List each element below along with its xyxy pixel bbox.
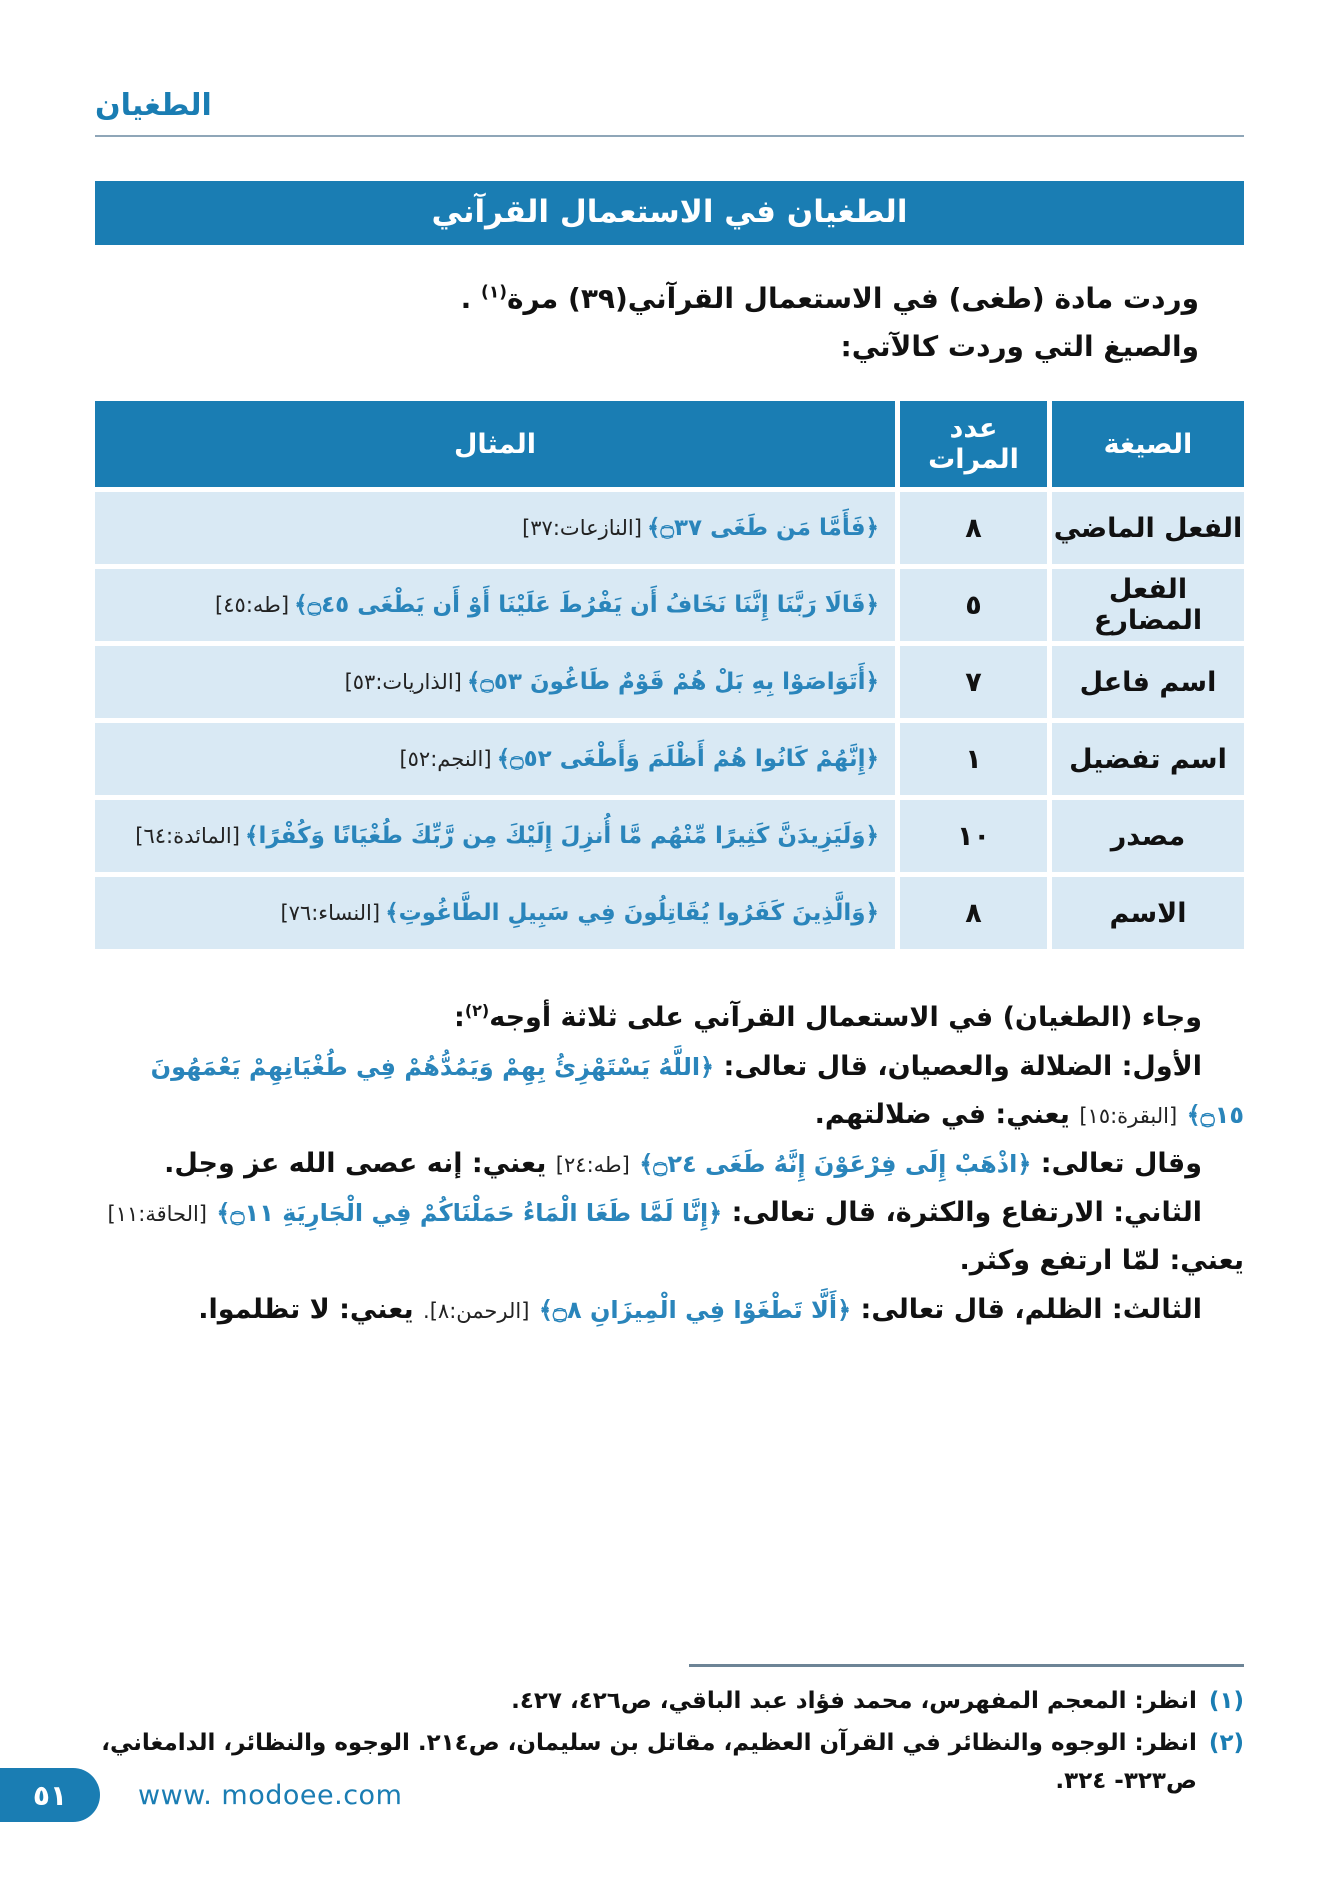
count-cell: ٨ <box>900 492 1047 564</box>
table-row <box>95 646 1244 718</box>
example-cell <box>95 723 895 795</box>
intro-line1-end: . <box>460 282 482 315</box>
usage-item <box>95 1286 1244 1335</box>
usage-label: وقال تعالى: <box>1031 1147 1202 1179</box>
form-cell: الاسم <box>1052 877 1244 949</box>
form-cell: الفعل الماضي <box>1052 492 1244 564</box>
usage-tail: يعني: إنه عصى الله عز وجل. <box>164 1147 556 1179</box>
quran-verse: ﴿قَالَا رَبَّنَا إِنَّنَا نَخَافُ أَن يَفْرُطَ عَلَيْنَا أَوْ أَن يَطْغَى ۝٤٥﴾ <box>294 591 879 618</box>
count-cell: ٧ <box>900 646 1047 718</box>
form-cell: اسم فاعل <box>1052 646 1244 718</box>
running-header-title: الطغيان <box>95 88 212 123</box>
footnote-marker-2: (٢) <box>464 1001 490 1021</box>
usage-item <box>95 1189 1244 1286</box>
usage-tail: يعني: لا تظلموا. <box>198 1293 424 1325</box>
table-row <box>95 492 1244 564</box>
example-cell <box>95 492 895 564</box>
header-example: المثال <box>95 401 895 487</box>
table-row <box>95 723 1244 795</box>
example-cell <box>95 877 895 949</box>
count-cell: ١٠ <box>900 800 1047 872</box>
forms-table <box>90 396 1249 954</box>
usage-section <box>95 994 1244 1334</box>
page-number-badge: ٥١ <box>0 1768 100 1822</box>
usage-tail: يعني: في ضلالتهم. <box>814 1099 1080 1131</box>
quran-verse: ﴿أَلَّا تَطْغَوْا فِي الْمِيزَانِ ۝٨﴾ <box>538 1295 852 1324</box>
footnote-marker-1: (١) <box>481 282 507 303</box>
verse-reference: [طه:٤٥] <box>215 592 290 617</box>
count-cell: ٨ <box>900 877 1047 949</box>
count-cell: ١ <box>900 723 1047 795</box>
table-row <box>95 800 1244 872</box>
section-banner: الطغيان في الاستعمال القرآني <box>95 181 1244 245</box>
verse-reference: [النساء:٧٦] <box>280 900 381 925</box>
usage-heading-text: وجاء (الطغيان) في الاستعمال القرآني على ثلاثة أوجه <box>489 1002 1202 1034</box>
verse-reference: [الرحمن:٨]. <box>423 1298 530 1323</box>
example-cell <box>95 569 895 641</box>
table-header-row <box>95 401 1244 487</box>
quran-verse: ﴿إِنَّهُمْ كَانُوا هُمْ أَظْلَمَ وَأَطْغَى ۝٥٢﴾ <box>496 745 879 772</box>
intro-line2: والصيغ التي وردت كالآتي: <box>840 329 1199 363</box>
example-cell <box>95 800 895 872</box>
footnote-number: (١) <box>1208 1688 1244 1715</box>
count-cell: ٥ <box>900 569 1047 641</box>
verse-reference: [البقرة:١٥] <box>1079 1104 1178 1129</box>
header-count: عدد المرات <box>900 401 1047 487</box>
usage-tail: يعني: لمّا ارتفع وكثر. <box>959 1245 1244 1277</box>
usage-label: الأول: الضلالة والعصيان، قال تعالى: <box>714 1050 1202 1082</box>
quran-verse: ﴿أَتَوَاصَوْا بِهِ بَلْ هُمْ قَوْمٌ طَاغُونَ ۝٥٣﴾ <box>466 668 879 695</box>
website-link[interactable]: www. modoee.com <box>138 1779 403 1811</box>
usage-item <box>95 1140 1244 1189</box>
verse-reference: [المائدة:٦٤] <box>135 823 240 848</box>
example-cell <box>95 646 895 718</box>
verse-reference: [الحاقة:١١] <box>107 1201 208 1226</box>
quran-verse: ﴿اذْهَبْ إِلَى فِرْعَوْنَ إِنَّهُ طَغَى ۝٢٤﴾ <box>639 1149 1032 1178</box>
quran-verse: ﴿وَلَيَزِيدَنَّ كَثِيرًا مِّنْهُم مَّا أُنزِلَ إِلَيْكَ مِن رَّبِّكَ طُغْيَانًا وَكُفْرًا﴾ <box>245 822 879 849</box>
footnote-item <box>95 1683 1244 1721</box>
header-form: الصيغة <box>1052 401 1244 487</box>
verse-reference: [النجم:٥٢] <box>399 746 492 771</box>
form-cell: اسم تفضيل <box>1052 723 1244 795</box>
quran-verse: ﴿اللَّهُ يَسْتَهْزِئُ بِهِمْ وَيَمُدُّهُمْ فِي طُغْيَانِهِمْ يَعْمَهُونَ ۝١٥﴾ <box>150 1052 1244 1130</box>
footnote-text: انظر: المعجم المفهرس، محمد فؤاد عبد الباقي، ص٤٢٦، ٤٢٧. <box>511 1688 1197 1715</box>
footnote-number: (٢) <box>1208 1730 1244 1757</box>
form-cell: الفعل المضارع <box>1052 569 1244 641</box>
verse-reference: [طه:٢٤] <box>555 1152 630 1177</box>
footnote-text: انظر: الوجوه والنظائر في القرآن العظيم، مقاتل بن سليمان، ص٢١٤. الوجوه والنظائر، الدامغاني، ص٣٢٣- ٣٢٤. <box>101 1730 1197 1795</box>
intro-line1: وردت مادة (طغى) في الاستعمال القرآني(٣٩) مرة <box>506 282 1199 315</box>
page-footer <box>0 1768 402 1822</box>
usage-heading-end: : <box>454 1002 465 1034</box>
intro-paragraph <box>95 275 1244 370</box>
usage-item <box>95 1043 1244 1140</box>
quran-verse: ﴿إِنَّا لَمَّا طَغَا الْمَاءُ حَمَلْنَاكُمْ فِي الْجَارِيَةِ ۝١١﴾ <box>216 1198 723 1227</box>
quran-verse: ﴿فَأَمَّا مَن طَغَى ۝٣٧﴾ <box>647 514 879 541</box>
usage-heading <box>95 994 1244 1043</box>
running-header-rule <box>95 88 1244 137</box>
quran-verse: ﴿وَالَّذِينَ كَفَرُوا يُقَاتِلُونَ فِي سَبِيلِ الطَّاغُوتِ﴾ <box>385 899 879 926</box>
usage-label: الثاني: الارتفاع والكثرة، قال تعالى: <box>722 1196 1202 1228</box>
verse-reference: [النازعات:٣٧] <box>522 515 642 540</box>
form-cell: مصدر <box>1052 800 1244 872</box>
usage-label: الثالث: الظلم، قال تعالى: <box>851 1293 1202 1325</box>
verse-reference: [الذاريات:٥٣] <box>344 669 462 694</box>
footnote-divider <box>689 1664 1244 1667</box>
table-row <box>95 877 1244 949</box>
table-row <box>95 569 1244 641</box>
